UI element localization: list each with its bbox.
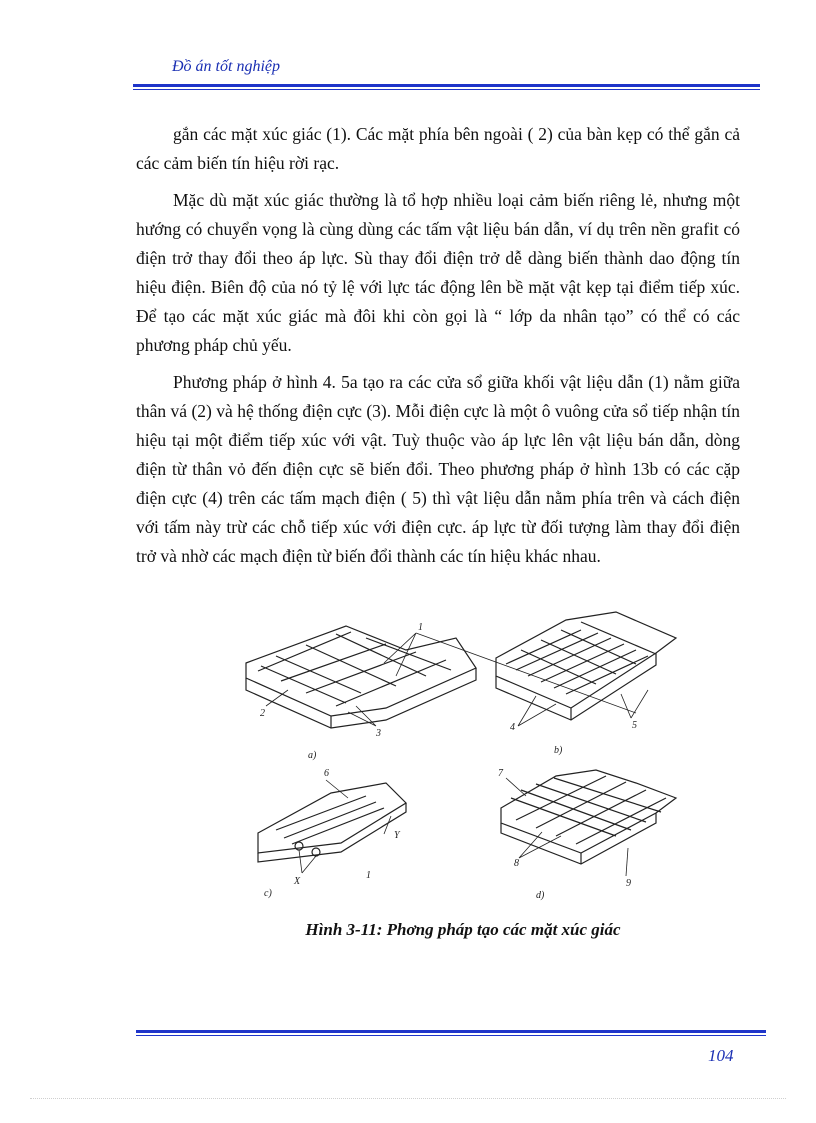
label-3: 3	[376, 728, 381, 739]
paragraph: Mặc dù mặt xúc giác thường là tổ hợp nhiều loại cảm biến riêng lẻ, nhưng một hướng có chuyển vọng là cùng dùng các tấm vật liệu bán dẫn, ví dụ trên nền grafit có điện trở thay đổi theo áp lực. Sù thay đổi điện trở dễ dàng biến thành dao động tín hiệu điện. Biên độ của nó tỷ lệ với lực tác động lên bề mặt vật kẹp tại điểm tiếp xúc. Để tạo các mặt xúc giác mà đôi khi còn gọi là “ lớp da nhân tạo” có thể có các phương pháp chủ yếu.	[136, 190, 740, 355]
label-2: 2	[260, 708, 265, 719]
label-y: Y	[394, 830, 400, 841]
label-7: 7	[498, 768, 503, 779]
caption-text: Hình 3-11: Phơng pháp tạo các mặt xúc giác	[305, 920, 621, 939]
label-b: b)	[554, 745, 563, 756]
diagram-c	[258, 783, 406, 862]
paragraph: Phương pháp ở hình 4. 5a tạo ra các cửa sổ giữa khối vật liệu dẫn (1) nằm giữa thân vá (2) và hệ thống điện cực (3). Mỗi điện cực là một ô vuông cửa sổ tiếp nhận tín hiệu tại một điểm tiếp xúc với vật. Tuỳ thuộc vào áp lực lên vật liệu bán dẫn, dòng điện từ thân vỏ đến điện cực sẽ biến đổi. Theo phương pháp ở hình 13b có các cặp điện cực (4) trên các tấm mạch điện ( 5) thì vật liệu dẫn nằm phía trên và cách điện với tấm này trừ các chỗ tiếp xúc với điện cực. áp lực từ đối tượng làm thay đổi điện trở và nhờ các mạch điện từ biến đổi thành các tín hiệu khác nhau.	[136, 372, 740, 566]
diagram-b	[496, 612, 676, 720]
label-6: 6	[324, 768, 329, 779]
diagram-a	[246, 626, 476, 728]
header-rule-thin	[133, 89, 760, 90]
header-title: Đồ án tốt nghiệp	[172, 58, 280, 75]
label-5: 5	[632, 720, 637, 731]
label-8: 8	[514, 858, 519, 869]
label-9: 9	[626, 878, 631, 889]
label-c: c)	[264, 888, 272, 899]
page-number: 104	[708, 1046, 734, 1065]
figure-caption	[0, 920, 816, 940]
footer-rule-thin	[136, 1035, 766, 1036]
figure-tactile-surfaces	[236, 598, 706, 908]
label-x: X	[294, 876, 301, 887]
paragraph: gắn các mặt xúc giác (1). Các mặt phía bên ngoài ( 2) của bàn kẹp có thể gắn cả các cảm biến tín hiệu rời rạc.	[136, 124, 740, 173]
header-rule	[133, 84, 760, 87]
label-a: a)	[308, 750, 317, 761]
label-d: d)	[536, 890, 545, 901]
label-c-1: 1	[366, 870, 371, 881]
footer-rule	[136, 1030, 766, 1033]
label-1: 1	[418, 622, 423, 633]
body-text	[136, 120, 740, 579]
page-edge-divider	[30, 1098, 786, 1099]
diagram-d	[501, 770, 676, 864]
label-4: 4	[510, 722, 515, 733]
